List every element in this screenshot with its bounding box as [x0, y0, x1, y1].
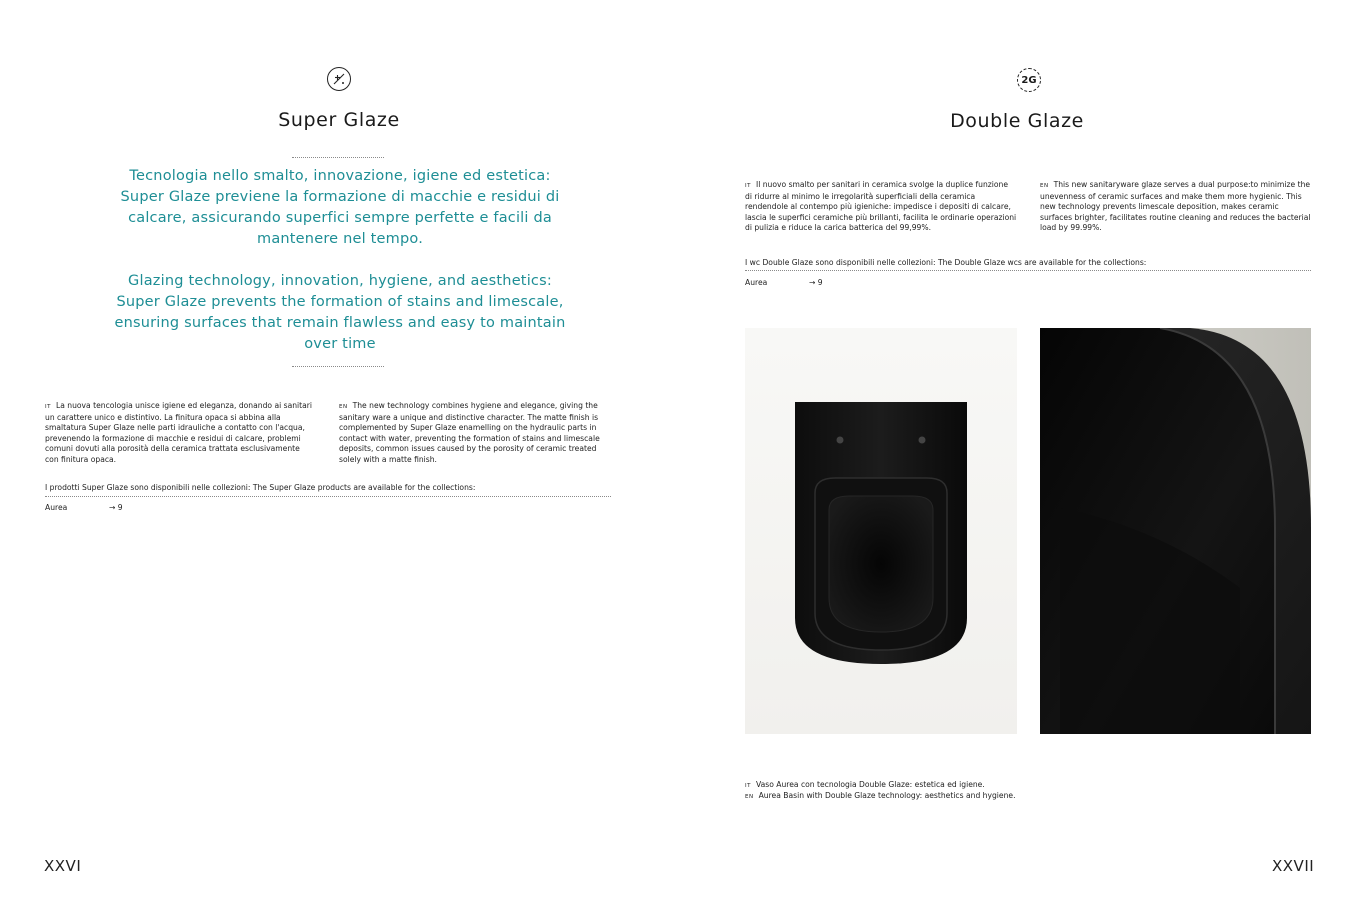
photo-caption-it	[745, 780, 1305, 792]
double-glaze-body-it	[745, 180, 1017, 234]
dotted-divider	[745, 270, 1311, 271]
double-glaze-body-en	[1040, 180, 1311, 234]
collection-page-link[interactable]: → 9	[809, 278, 823, 287]
super-glaze-body-it	[45, 401, 315, 465]
page-number: XXVII	[1272, 857, 1315, 875]
lang-tag: IT	[745, 783, 751, 789]
body-text: La nuova tencologia unisce igiene ed eleganza, donando ai sanitari un carattere unico e distintivo. La finitura opaca si abbina alla smaltatura Super Glaze nelle parti idrauliche a contatto con l'acqua, prevenendo la formazione di macchie e residui di calcare, problemi comuni dovuti alla porosità della ceramica trattata esclusivamente con finitura opaca.	[45, 401, 313, 464]
super-glaze-body-en	[339, 401, 611, 465]
super-glaze-icon	[327, 67, 351, 91]
dotted-divider	[292, 366, 384, 367]
toilet-detail-photo	[1040, 328, 1311, 734]
lang-tag: IT	[745, 183, 751, 189]
availability-text: I prodotti Super Glaze sono disponibili nelle collezioni: The Super Glaze products are available for the collections:	[45, 483, 476, 492]
lang-tag: EN	[1040, 183, 1049, 189]
collection-name: Aurea	[45, 503, 68, 512]
dotted-divider	[45, 496, 611, 497]
right-page	[678, 0, 1356, 904]
super-glaze-title: Super Glaze	[278, 109, 400, 131]
lang-tag: EN	[745, 794, 754, 800]
super-glaze-lead-en: Glazing technology, innovation, hygiene, and aesthetics: Super Glaze prevents the formation of stains and limescale, ensuring surfaces that remain flawless and easy to maintain over time	[114, 273, 566, 352]
toilet-front-photo	[745, 328, 1017, 734]
body-text: This new sanitaryware glaze serves a dual purpose:to minimize the unevenness of ceramic surfaces and make them more hygienic. This new technology prevents limescale deposition, makes ceramic surfaces brighter, facilitates routine cleaning and reduces the bacterial load by 99.99%.	[1040, 180, 1311, 232]
double-glaze-icon: 2G	[1017, 68, 1041, 92]
collection-page-link[interactable]: → 9	[109, 503, 123, 512]
caption-text: Vaso Aurea con tecnologia Double Glaze: estetica ed igiene.	[755, 780, 985, 789]
dotted-divider	[292, 157, 384, 158]
body-text: Il nuovo smalto per sanitari in ceramica svolge la duplice funzione di ridurre al minimo le irregolarità superficiali della ceramica rendendole al contempo più igieniche: impedisce i depositi di calcare, lascia le superfici ceramiche più brillanti, facilita le ordinarie operazioni di pulizia e riduce la carica batterica del 99,99%.	[745, 180, 1017, 232]
page-number: XXVI	[44, 857, 82, 875]
availability-text: I wc Double Glaze sono disponibili nelle collezioni: The Double Glaze wcs are available for the collections:	[745, 258, 1147, 267]
body-text: The new technology combines hygiene and elegance, giving the sanitary ware a unique and distinctive character. The matte finish is complemented by Super Glaze enamelling on the hydraulic parts in contact with water, preventing the formation of stains and limescale deposits, common issues caused by the porosity of ceramic treated solely with a matte finish.	[339, 401, 600, 464]
double-glaze-title: Double Glaze	[950, 110, 1084, 132]
collection-name: Aurea	[745, 278, 768, 287]
super-glaze-lead-it: Tecnologia nello smalto, innovazione, igiene ed estetica: Super Glaze previene la formazione di macchie e residui di calcare, assicurando superfici sempre perfette e facili da mantenere nel tempo.	[120, 168, 560, 247]
lang-tag: IT	[45, 404, 51, 410]
lang-tag: EN	[339, 404, 348, 410]
caption-text: Aurea Basin with Double Glaze technology: aesthetics and hygiene.	[758, 791, 1016, 800]
photo-caption-en	[745, 791, 1305, 803]
